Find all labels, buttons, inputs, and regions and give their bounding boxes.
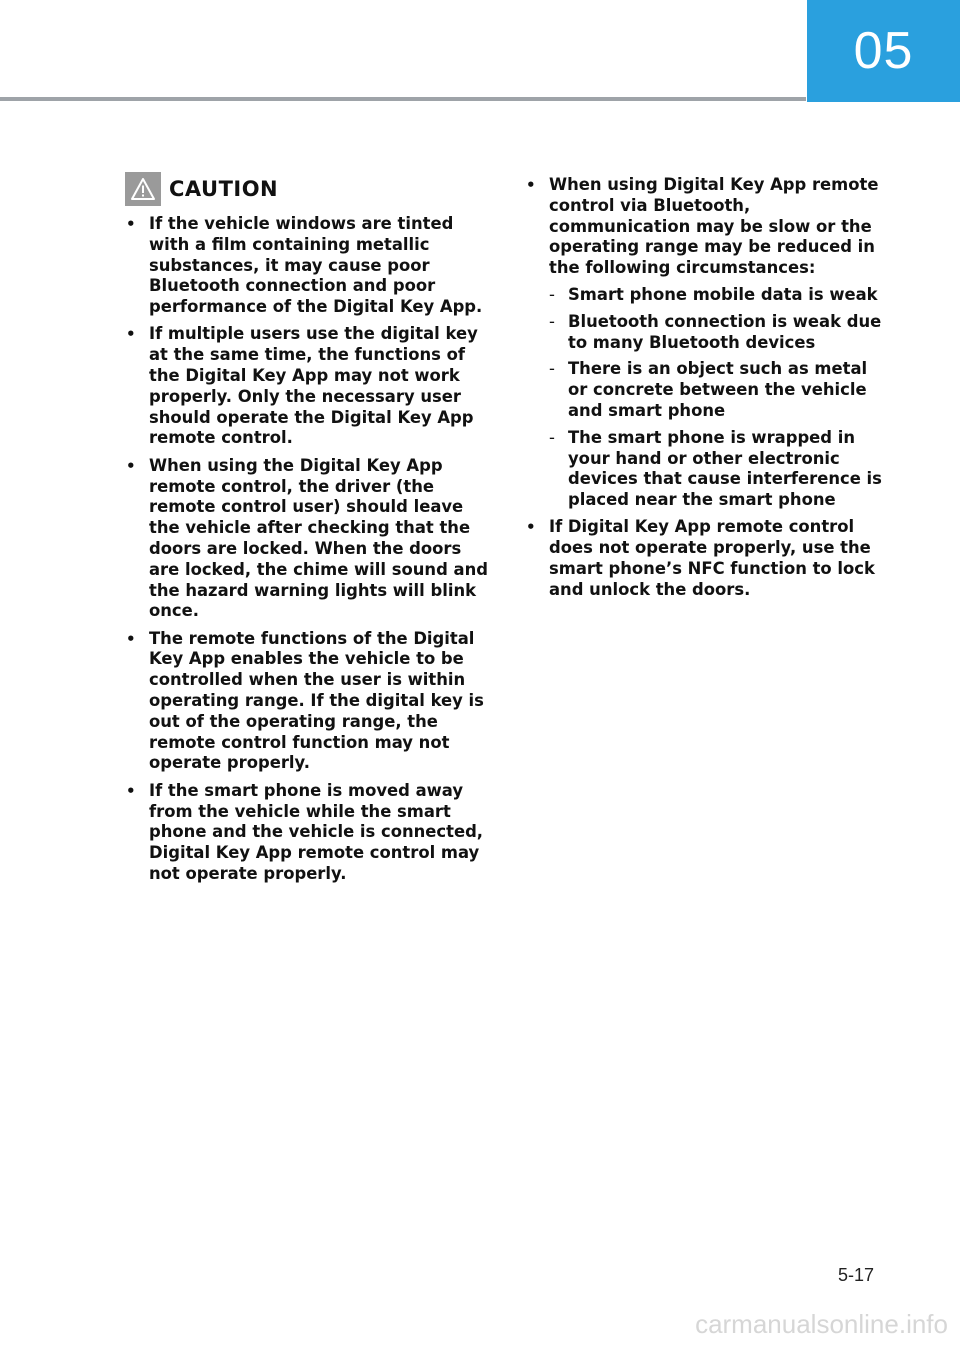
- chapter-tab: [807, 0, 960, 102]
- caution-item: [112, 456, 492, 622]
- bullet-icon: •: [126, 781, 136, 800]
- caution-item: [512, 517, 882, 600]
- caution-heading: [125, 172, 492, 206]
- caution-item-text: The remote functions of the Digital Key App enables the vehicle to be controlled when the user is within operating range. If the digital key is out of the operating range, the remote control function may not operate properly.: [149, 628, 484, 773]
- circumstance-item: [549, 359, 882, 421]
- dash-icon: -: [549, 359, 555, 379]
- circumstance-text: Smart phone mobile data is weak: [568, 284, 878, 304]
- chapter-number: 05: [853, 22, 914, 80]
- circumstance-list: [549, 285, 882, 511]
- left-column: [112, 172, 492, 891]
- warning-triangle-icon: [125, 172, 161, 206]
- caution-title: CAUTION: [169, 177, 279, 201]
- right-column: [512, 175, 882, 607]
- caution-item-text: When using Digital Key App remote control via Bluetooth, communication may be slow or the operating range may be reduced in the following circumstances:: [549, 175, 879, 278]
- caution-list-right: [512, 175, 882, 601]
- dash-icon: -: [549, 427, 555, 447]
- bullet-icon: •: [126, 325, 136, 344]
- header-rule: [0, 97, 806, 101]
- dash-icon: -: [549, 284, 555, 304]
- caution-list-left: [112, 214, 492, 885]
- caution-item-text: When using the Digital Key App remote control, the driver (the remote control user) should leave the vehicle after checking that the doors are locked. When the doors are locked, the chime will sound and the hazard warning lights will blink once.: [149, 455, 488, 621]
- circumstance-item: [549, 285, 882, 306]
- caution-item: [112, 629, 492, 775]
- circumstance-text: There is an object such as metal or concrete between the vehicle and smart phone: [568, 359, 868, 420]
- caution-item-text: If the smart phone is moved away from the vehicle while the smart phone and the vehicle is connected, Digital Key App remote control may not operate properly.: [149, 780, 484, 883]
- circumstance-item: [549, 428, 882, 511]
- caution-item-text: If multiple users use the digital key at the same time, the functions of the Digital Key App may not work properly. Only the necessary user should operate the Digital Key App remote control.: [149, 324, 478, 448]
- bullet-icon: •: [526, 176, 536, 194]
- caution-item-text: If Digital Key App remote control does not operate properly, use the smart phone’s NFC function to lock and unlock the doors.: [549, 517, 875, 599]
- caution-item: [112, 781, 492, 885]
- bullet-icon: •: [126, 456, 136, 475]
- page-number: 5-17: [838, 1265, 875, 1285]
- circumstance-item: [549, 312, 882, 354]
- bullet-icon: •: [126, 215, 136, 233]
- caution-item: [112, 324, 492, 449]
- caution-item: [112, 214, 492, 318]
- caution-item-text: If the vehicle windows are tinted with a film containing metallic substances, it may cause poor Bluetooth connection and poor performance of the Digital Key App.: [149, 214, 483, 317]
- caution-item: [512, 175, 882, 511]
- circumstance-text: The smart phone is wrapped in your hand or other electronic devices that cause interference is placed near the smart phone: [568, 427, 882, 510]
- bullet-icon: •: [126, 629, 136, 648]
- watermark: carmanualsonline.info: [695, 1309, 948, 1339]
- dash-icon: -: [549, 311, 555, 331]
- bullet-icon: •: [526, 518, 536, 537]
- circumstance-text: Bluetooth connection is weak due to many Bluetooth devices: [568, 311, 882, 352]
